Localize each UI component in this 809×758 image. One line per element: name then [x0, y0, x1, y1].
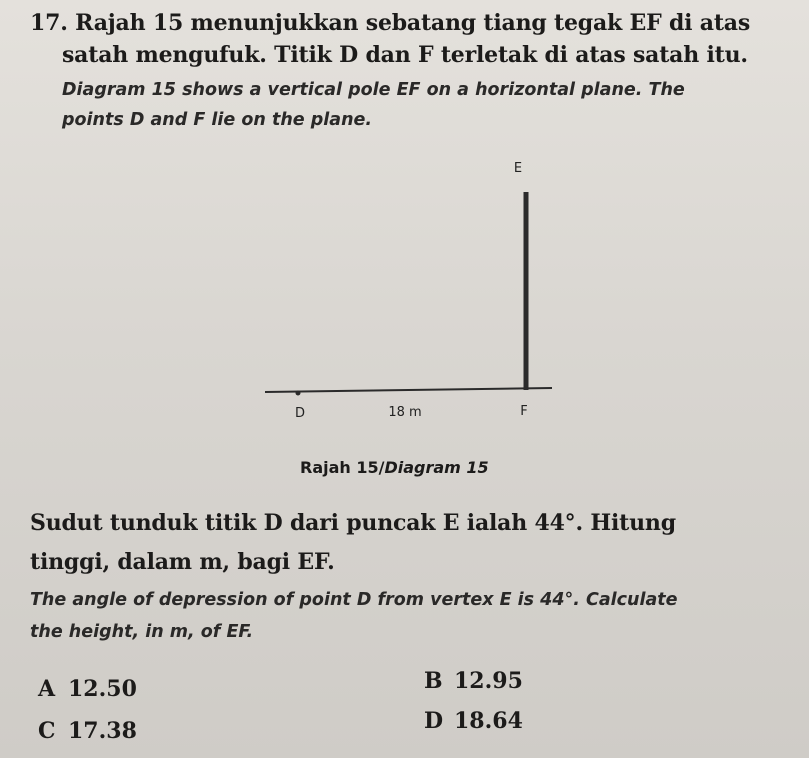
- option-value: 17.38: [68, 718, 137, 744]
- prompt-english-line-1: The angle of depression of point D from vertex E is 44°. Calculate: [30, 590, 678, 610]
- question-english-line-2: points D and F lie on the plane.: [62, 110, 373, 130]
- prompt-english-line-2: the height, in m, of EF.: [30, 622, 254, 642]
- distance-label: 18 m: [388, 405, 422, 420]
- prompt-malay-line-1: Sudut tunduk titik D dari puncak E ialah 44°. Hitung: [30, 510, 676, 536]
- prompt-malay-line-2: tinggi, dalam m, bagi EF.: [30, 549, 335, 575]
- option-value: 12.95: [454, 668, 523, 694]
- caption-malay: Rajah 15/: [300, 458, 385, 477]
- pole-diagram: [0, 150, 809, 450]
- horizontal-plane-line: [265, 388, 552, 392]
- option-value: 12.50: [68, 676, 137, 702]
- question-english-line-1: Diagram 15 shows a vertical pole EF on a horizontal plane. The: [62, 80, 685, 100]
- question-malay-line-2: satah mengufuk. Titik D dan F terletak di atas satah itu.: [62, 42, 748, 68]
- option-letter: C: [38, 718, 56, 744]
- label-f: F: [520, 404, 528, 419]
- option-letter: D: [424, 708, 444, 734]
- option-letter: A: [38, 676, 56, 702]
- caption-english: Diagram 15: [384, 458, 489, 477]
- option-b[interactable]: [424, 668, 523, 694]
- label-d: D: [294, 406, 306, 421]
- diagram-caption: [300, 458, 489, 477]
- option-c[interactable]: [38, 718, 137, 744]
- question-malay-line-1: Rajah 15 menunjukkan sebatang tiang tegak EF di atas: [75, 10, 751, 36]
- question-number: 17.: [30, 10, 68, 36]
- option-a[interactable]: [38, 676, 137, 702]
- option-letter: B: [424, 668, 443, 694]
- option-value: 18.64: [454, 708, 523, 734]
- point-d-marker: [296, 391, 301, 396]
- label-e: E: [513, 161, 523, 176]
- option-d[interactable]: [424, 708, 523, 734]
- question-line-1: [30, 8, 750, 38]
